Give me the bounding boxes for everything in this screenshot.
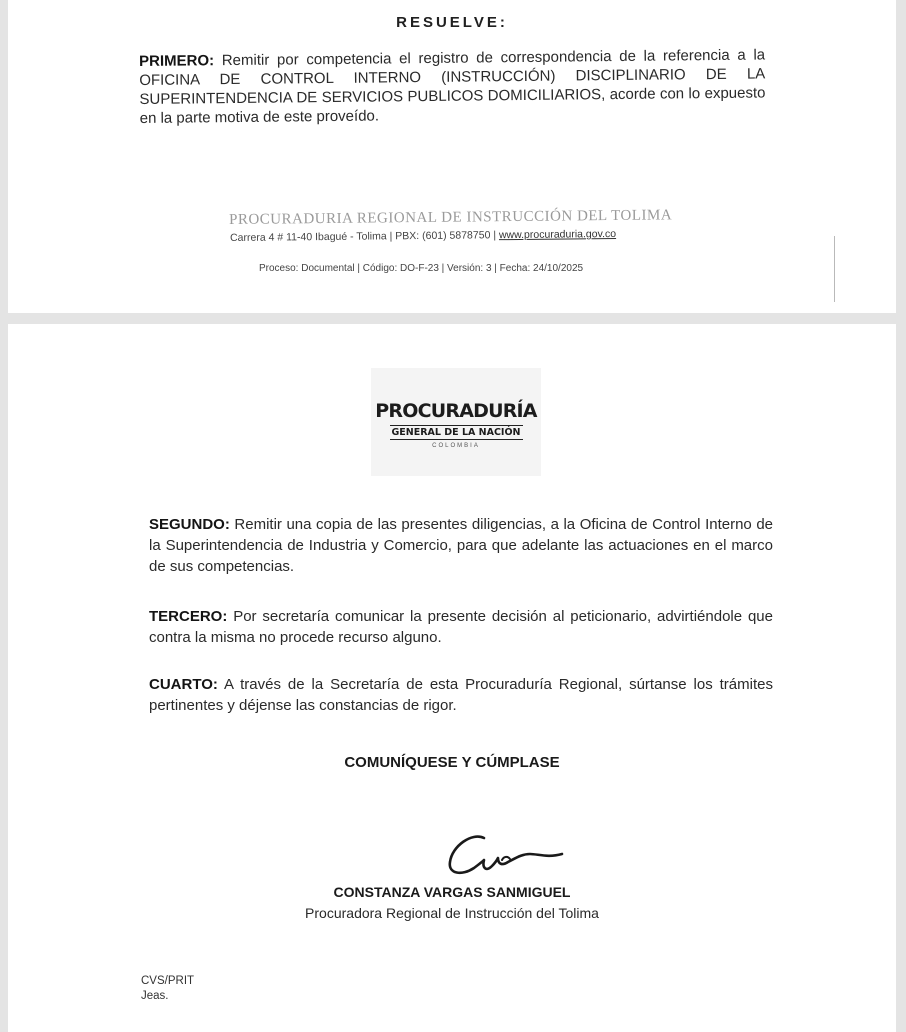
- logo-sub-text: GENERAL DE LA NACIÓN: [391, 427, 521, 438]
- tercero-paragraph: [149, 606, 773, 648]
- primero-paragraph: [139, 45, 766, 128]
- primero-text: Remitir por competencia el registro de correspondencia de la referencia a la OFICINA DE CONTROL INTERNO (INSTRUCCIÓN) DISCIPLINARIO DE LA SUPERINTENDENCIA DE SERVICIOS PUBLICOS DOMICILIARIOS, acorde con lo expuesto en la parte motiva de este proveído.: [139, 46, 766, 127]
- tercero-label: TERCERO:: [149, 608, 228, 625]
- signer-title: Procuradora Regional de Instrucción del Tolima: [305, 905, 599, 921]
- document-page-1: [8, 0, 896, 313]
- segundo-paragraph: [149, 514, 773, 577]
- footer-address: [230, 228, 616, 244]
- logo-country-text: COLOMBIA: [432, 443, 480, 449]
- segundo-text: Remitir una copia de las presentes diligencias, a la Oficina de Control Interno de la Superintendencia de Industria y Comercio, para que adelante las actuaciones en el marco de sus competencias.: [149, 516, 773, 575]
- primero-label: PRIMERO:: [139, 52, 215, 70]
- logo-main-text: PROCURADURÍA: [375, 400, 537, 422]
- initials-line-2: Jeas.: [141, 990, 169, 1002]
- handwritten-signature: [438, 824, 568, 884]
- segundo-label: SEGUNDO:: [149, 516, 230, 533]
- cuarto-text: A través de la Secretaría de esta Procuraduría Regional, súrtanse los trámites pertinentes y déjense las constancias de rigor.: [149, 676, 773, 714]
- signer-name: CONSTANZA VARGAS SANMIGUEL: [333, 884, 571, 900]
- document-initials: [141, 974, 194, 1004]
- resuelve-heading: RESUELVE:: [396, 14, 508, 31]
- footer-website-link[interactable]: www.procuraduria.gov.co: [498, 227, 617, 242]
- cuarto-label: CUARTO:: [149, 676, 218, 693]
- page-edge-line: [834, 236, 835, 302]
- initials-line-1: CVS/PRIT: [141, 975, 195, 987]
- footer-organization: PROCURADURIA REGIONAL DE INSTRUCCIÓN DEL TOLIMA: [229, 207, 673, 228]
- footer-address-text: Carrera 4 # 11-40 Ibagué - Tolima | PBX: (601) 5878750 |: [230, 229, 500, 244]
- cuarto-paragraph: [149, 674, 773, 716]
- closing-statement: COMUNÍQUESE Y CÚMPLASE: [344, 754, 560, 771]
- tercero-text: Por secretaría comunicar la presente decisión al peticionario, advirtiéndole que contra la misma no procede recurso alguno.: [149, 608, 773, 646]
- procuraduria-logo: [371, 368, 541, 476]
- footer-process-info: Proceso: Documental | Código: DO-F-23 | Versión: 3 | Fecha: 24/10/2025: [259, 263, 584, 274]
- document-page-2: [8, 324, 896, 1032]
